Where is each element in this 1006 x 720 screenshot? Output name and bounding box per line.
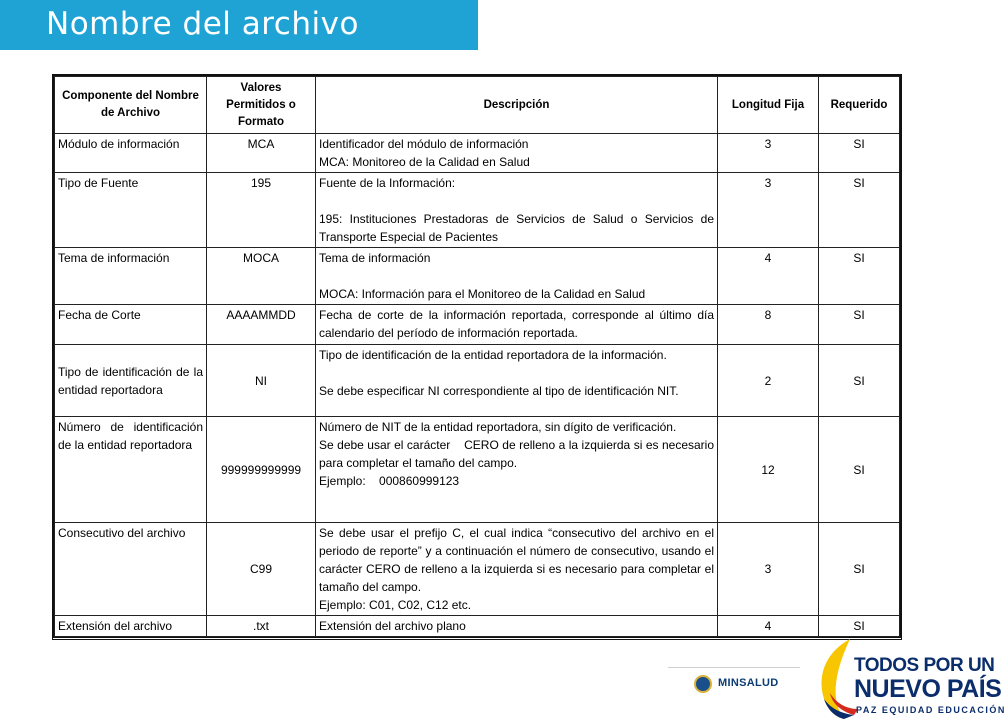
cell-length: 4 [718,616,819,637]
cell-required: SI [819,345,900,417]
header-required: Requerido [819,77,900,134]
cell-component: Tipo de Fuente [55,173,207,248]
footer-logos [668,637,1006,720]
table-row [55,173,900,248]
description-line: Tipo de identificación de la entidad reportadora de la información. [319,348,667,362]
description-line: Fuente de la Información: [319,176,456,190]
cell-description [316,248,718,305]
description-line: Identificador del módulo de información [319,137,529,151]
description-line: Se debe usar el carácter CERO de relleno a la izquierda si es necesario para completar el tamaño del campo. [319,438,718,470]
cell-length: 3 [718,523,819,616]
cell-component: Tipo de identificación de la entidad reportadora [55,345,207,417]
coat-of-arms-icon [694,675,712,693]
header-component: Componente del Nombre de Archivo [55,77,207,134]
header-length: Longitud Fija [718,77,819,134]
description-line: MCA: Monitoreo de la Calidad en Salud [319,155,530,169]
cell-component: Tema de información [55,248,207,305]
cell-description [316,616,718,637]
tpu-logo-line1: TODOS POR UN [854,655,995,676]
cell-required: SI [819,616,900,637]
cell-description [316,305,718,345]
cell-length: 2 [718,345,819,417]
table-row [55,248,900,305]
table-row [55,417,900,523]
cell-description [316,345,718,417]
table-row [55,305,900,345]
header-values: Valores Permitidos o Formato [207,77,316,134]
cell-required: SI [819,134,900,173]
cell-value: 999999999999 [207,417,316,523]
cell-component: Extensión del archivo [55,616,207,637]
cell-required: SI [819,417,900,523]
page-title: Nombre del archivo [46,6,359,42]
description-line: Número de NIT de la entidad reportadora, sin dígito de verificación. [319,420,677,434]
description-line: 195: Instituciones Prestadoras de Servicios de Salud o Servicios de Transporte Especial de Pacientes [319,212,714,244]
tpu-logo-slogan: PAZ EQUIDAD EDUCACIÓN [856,705,1006,715]
logo-separator [668,667,800,668]
cell-required: SI [819,173,900,248]
cell-required: SI [819,248,900,305]
description-line: Se debe usar el prefijo C, el cual indica “consecutivo del archivo en el periodo de reporte” y a continuación el número de consecutivo, usando el carácter CERO de relleno a la izquierda si es necesario para completar el tamaño del campo. [319,526,714,594]
description-line: Ejemplo: 000860999123 [319,474,460,488]
table-header-row [55,77,900,134]
cell-component: Módulo de información [55,134,207,173]
cell-description [316,523,718,616]
tpu-logo-line2: NUEVO PAÍS [854,675,1002,703]
table-row [55,523,900,616]
description-line: Fecha de corte de la información reportada, corresponde al último día calendario del período de información reportada. [319,308,714,340]
cell-component: Fecha de Corte [55,305,207,345]
cell-value: MOCA [207,248,316,305]
cell-value: MCA [207,134,316,173]
cell-length: 4 [718,248,819,305]
cell-length: 8 [718,305,819,345]
description-line: Tema de información [319,251,431,265]
cell-description [316,173,718,248]
cell-value: 195 [207,173,316,248]
file-name-table [54,76,900,637]
cell-length: 3 [718,134,819,173]
description-line: Se debe especificar NI correspondiente al tipo de identificación NIT. [319,384,679,398]
minsalud-logo-text: MINSALUD [718,677,779,689]
description-line: Extensión del archivo plano [319,619,466,633]
table-row [55,345,900,417]
cell-value: .txt [207,616,316,637]
table-row [55,616,900,637]
file-name-table-container [52,74,902,640]
cell-length: 3 [718,173,819,248]
description-line: MOCA: Información para el Monitoreo de la Calidad en Salud [319,287,646,301]
cell-component: Número de identificación de la entidad reportadora [55,417,207,523]
cell-value: C99 [207,523,316,616]
cell-length: 12 [718,417,819,523]
description-line: Ejemplo: C01, C02, C12 etc. [319,598,472,612]
cell-required: SI [819,305,900,345]
header-description: Descripción [316,77,718,134]
cell-description [316,134,718,173]
cell-component: Consecutivo del archivo [55,523,207,616]
cell-value: AAAAMMDD [207,305,316,345]
cell-description [316,417,718,523]
flag-swoosh-icon [810,637,858,720]
cell-required: SI [819,523,900,616]
table-row [55,134,900,173]
cell-value: NI [207,345,316,417]
